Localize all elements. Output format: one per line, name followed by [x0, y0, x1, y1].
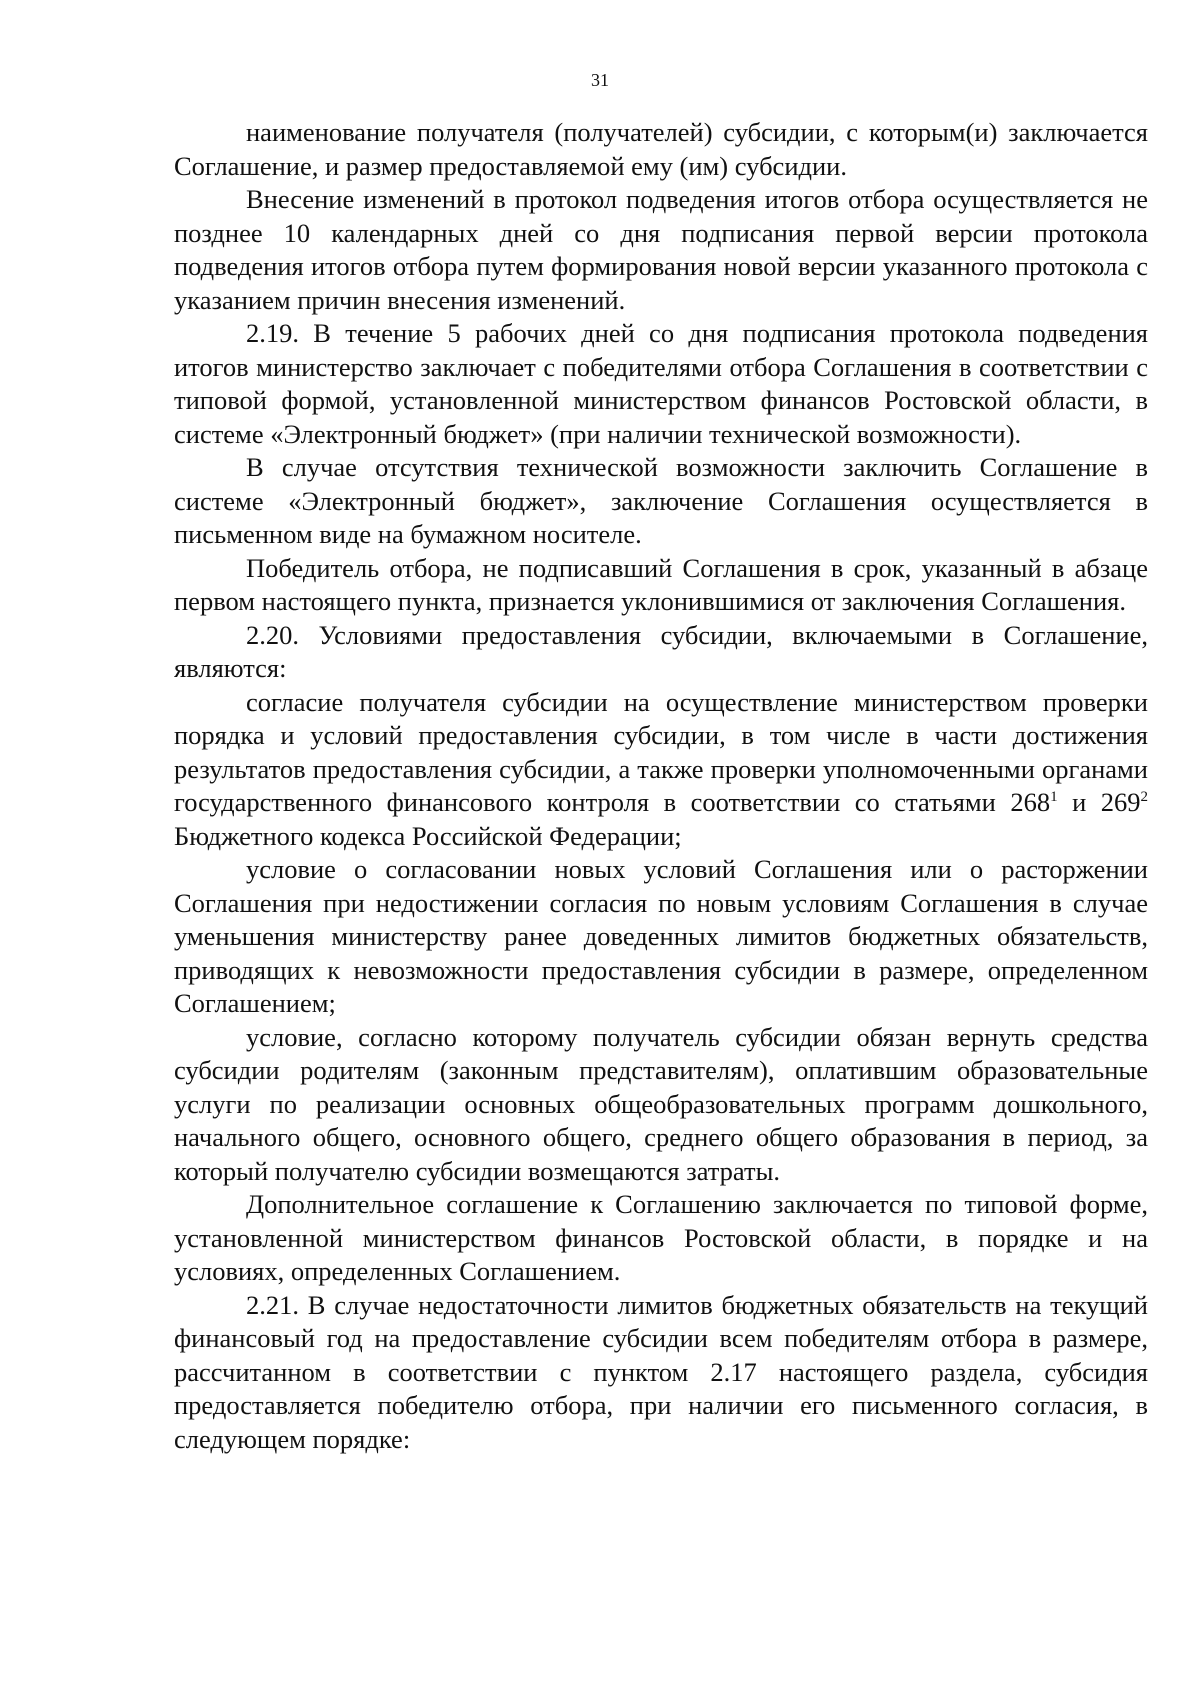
page-number: 31 [591, 70, 609, 90]
document-body [174, 116, 1148, 1456]
paragraph-new-conditions: условие о согласовании новых условий Соглашения или о расторжении Соглашения при недостижении согласия по новым условиям Соглашения в случае уменьшения министерству ранее доведенных лимитов бюджетных обязательств, приводящих к невозможности предоставления субсидии в размере, определенном Соглашением; [174, 854, 1148, 1018]
consent-text-after: Бюджетного кодекса Российской Федерации; [174, 820, 682, 851]
paragraph-additional-agreement: Дополнительное соглашение к Соглашению заключается по типовой форме, установленной министерством финансов Ростовской области, в порядке и на условиях, определенных Соглашением. [174, 1189, 1148, 1286]
article-269-superscript: 2 [1140, 789, 1148, 805]
consent-text-middle: и 269 [1057, 787, 1141, 817]
paragraph-protocol-changes: Внесение изменений в протокол подведения итогов отбора осуществляется не позднее 10 календарных дней со дня подписания первой версии протокола подведения итогов отбора путем формирования новой версии указанного протокола с указанием причин внесения изменений. [174, 184, 1148, 315]
paragraph-2-21: 2.21. В случае недостаточности лимитов бюджетных обязательств на текущий финансовый год на предоставление субсидии всем победителям отбора в размере, рассчитанном в соответствии с пунктом 2.17 настоящего раздела, субсидия предоставляется победителю отбора, при наличии его письменного согласия, в следующем порядке: [174, 1289, 1148, 1454]
consent-text-before: согласие получателя субсидии на осуществление министерством проверки порядка и условий предоставления субсидии, в том числе в части достижения результатов предоставления субсидии, а также проверки уполномоченными органами государственного финансового контроля в соответствии со статьями 268 [174, 686, 1148, 817]
paragraph-return-funds: условие, согласно которому получатель субсидии обязан вернуть средства субсидии родителям (законным представителям), оплатившим образовательные услуги по реализации основных общеобразовательных программ дошкольного, начального общего, основного общего, среднего общего образования в период, за который получателю субсидии возмещаются затраты. [174, 1021, 1148, 1186]
paragraph-consent-inspection [174, 686, 1148, 854]
paragraph-2-19: 2.19. В течение 5 рабочих дней со дня подписания протокола подведения итогов министерство заключает с победителями отбора Соглашения в соответствии с типовой формой, установленной министерством финансов Ростовской области, в системе «Электронный бюджет» (при наличии технической возможности). [174, 318, 1148, 449]
paragraph-2-20: 2.20. Условиями предоставления субсидии, включаемыми в Соглашение, являются: [174, 619, 1148, 683]
paragraph-no-technical-possibility: В случае отсутствия технической возможности заключить Соглашение в системе «Электронный бюджет», заключение Соглашения осуществляется в письменном виде на бумажном носителе. [174, 452, 1148, 549]
article-268-superscript: 1 [1050, 789, 1058, 805]
paragraph-winner-refusal: Победитель отбора, не подписавший Соглашения в срок, указанный в абзаце первом настоящего пункта, признается уклонившимися от заключения Соглашения. [174, 552, 1148, 616]
paragraph-recipient-name: наименование получателя (получателей) субсидии, с которым(и) заключается Соглашение, и размер предоставляемой ему (им) субсидии. [174, 117, 1148, 181]
